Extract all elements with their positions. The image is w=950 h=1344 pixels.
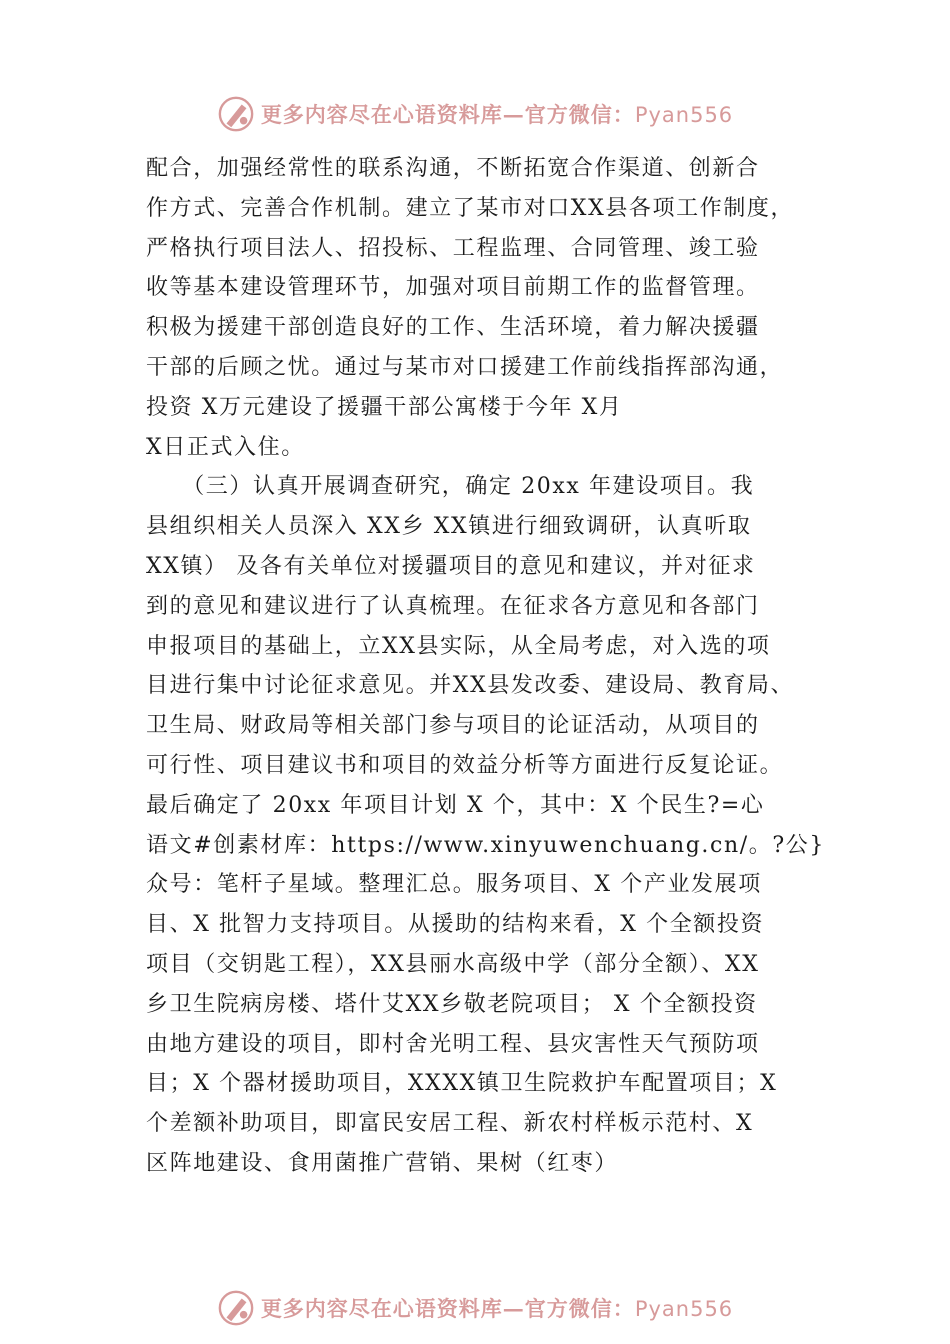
text-line: 申报项目的基础上，立XX县实际，从全局考虑，对入选的项 <box>146 633 771 659</box>
text-line: 由地方建设的项目，即村舍光明工程、县灾害性天气预防项 <box>146 1031 760 1057</box>
header-brand-label: 更多内容尽在心语资料库—官方微信： <box>260 102 635 127</box>
text-line: XX镇） 及各有关单位对援疆项目的意见和建议，并对征求 <box>146 553 756 579</box>
text-line: 区阵地建设、食用菌推广营销、果树（红枣） <box>146 1150 619 1176</box>
text-line: （三）认真开展调查研究，确定 20xx 年建设项目。我 <box>146 474 755 500</box>
text-line: 目、X 批智力支持项目。从援助的结构来看，X 个全额投资 <box>146 912 765 938</box>
text-line: 投资 X万元建设了援疆干部公寓楼于今年 X月 <box>146 394 623 420</box>
header-wechat-id: Pyan556 <box>634 103 734 127</box>
text-line: 最后确定了 20xx 年项目计划 X 个，其中：X 个民生?=心 <box>146 792 765 818</box>
text-line: 县组织相关人员深入 XX乡 XX镇进行细致调研，认真听取 <box>146 514 752 540</box>
text-line: 干部的后顾之忧。通过与某市对口援建工作前线指挥部沟通， <box>146 354 784 380</box>
text-line: 到的意见和建议进行了认真梳理。在征求各方意见和各部门 <box>146 593 760 619</box>
text-line: 个差额补助项目，即富民安居工程、新农村样板示范村、X <box>146 1111 754 1137</box>
footer-brand-label: 更多内容尽在心语资料库—官方微信： <box>260 1296 635 1321</box>
text-line: 配合，加强经常性的联系沟通，不断拓宽合作渠道、创新合 <box>146 156 760 181</box>
document-body <box>146 149 846 1184</box>
text-line: X日正式入住。 <box>146 434 305 460</box>
text-line: 目进行集中讨论征求意见。并XX县发改委、建设局、教育局、 <box>146 673 795 699</box>
footer-banner <box>0 1286 950 1330</box>
footer-wechat-id: Pyan556 <box>634 1297 734 1321</box>
text-line: 众号：笔杆子星域。整理汇总。服务项目、X 个产业发展项 <box>146 872 762 898</box>
text-line: 收等基本建设管理环节，加强对项目前期工作的监督管理。 <box>146 275 760 301</box>
text-line: 乡卫生院病房楼、塔什艾XX乡敬老院项目； X 个全额投资 <box>146 991 758 1017</box>
text-line: 严格执行项目法人、招投标、工程监理、合同管理、竣工验 <box>146 235 760 261</box>
text-line: 目；X 个器材援助项目，XXXX镇卫生院救护车配置项目；X <box>146 1071 778 1097</box>
text-line: 积极为援建干部创造良好的工作、生活环境，着力解决援疆 <box>146 315 760 341</box>
header-banner <box>0 92 950 136</box>
text-line: 作方式、完善合作机制。建立了某市对口XX县各项工作制度， <box>146 195 795 221</box>
pen-logo-icon <box>217 95 255 133</box>
text-line: 卫生局、财政局等相关部门参与项目的论证活动，从项目的 <box>146 713 760 739</box>
text-line: 可行性、项目建议书和项目的效益分析等方面进行反复论证。 <box>146 752 784 778</box>
text-line: 语文#创素材库：https://www.xinyuwenchuang.cn/。?公} <box>146 832 825 858</box>
pen-logo-icon <box>217 1289 255 1327</box>
text-line: 项目（交钥匙工程），XX县丽水高级中学（部分全额）、XX <box>146 951 760 977</box>
footer-brand-text <box>261 1293 733 1323</box>
header-brand-text <box>261 99 733 129</box>
